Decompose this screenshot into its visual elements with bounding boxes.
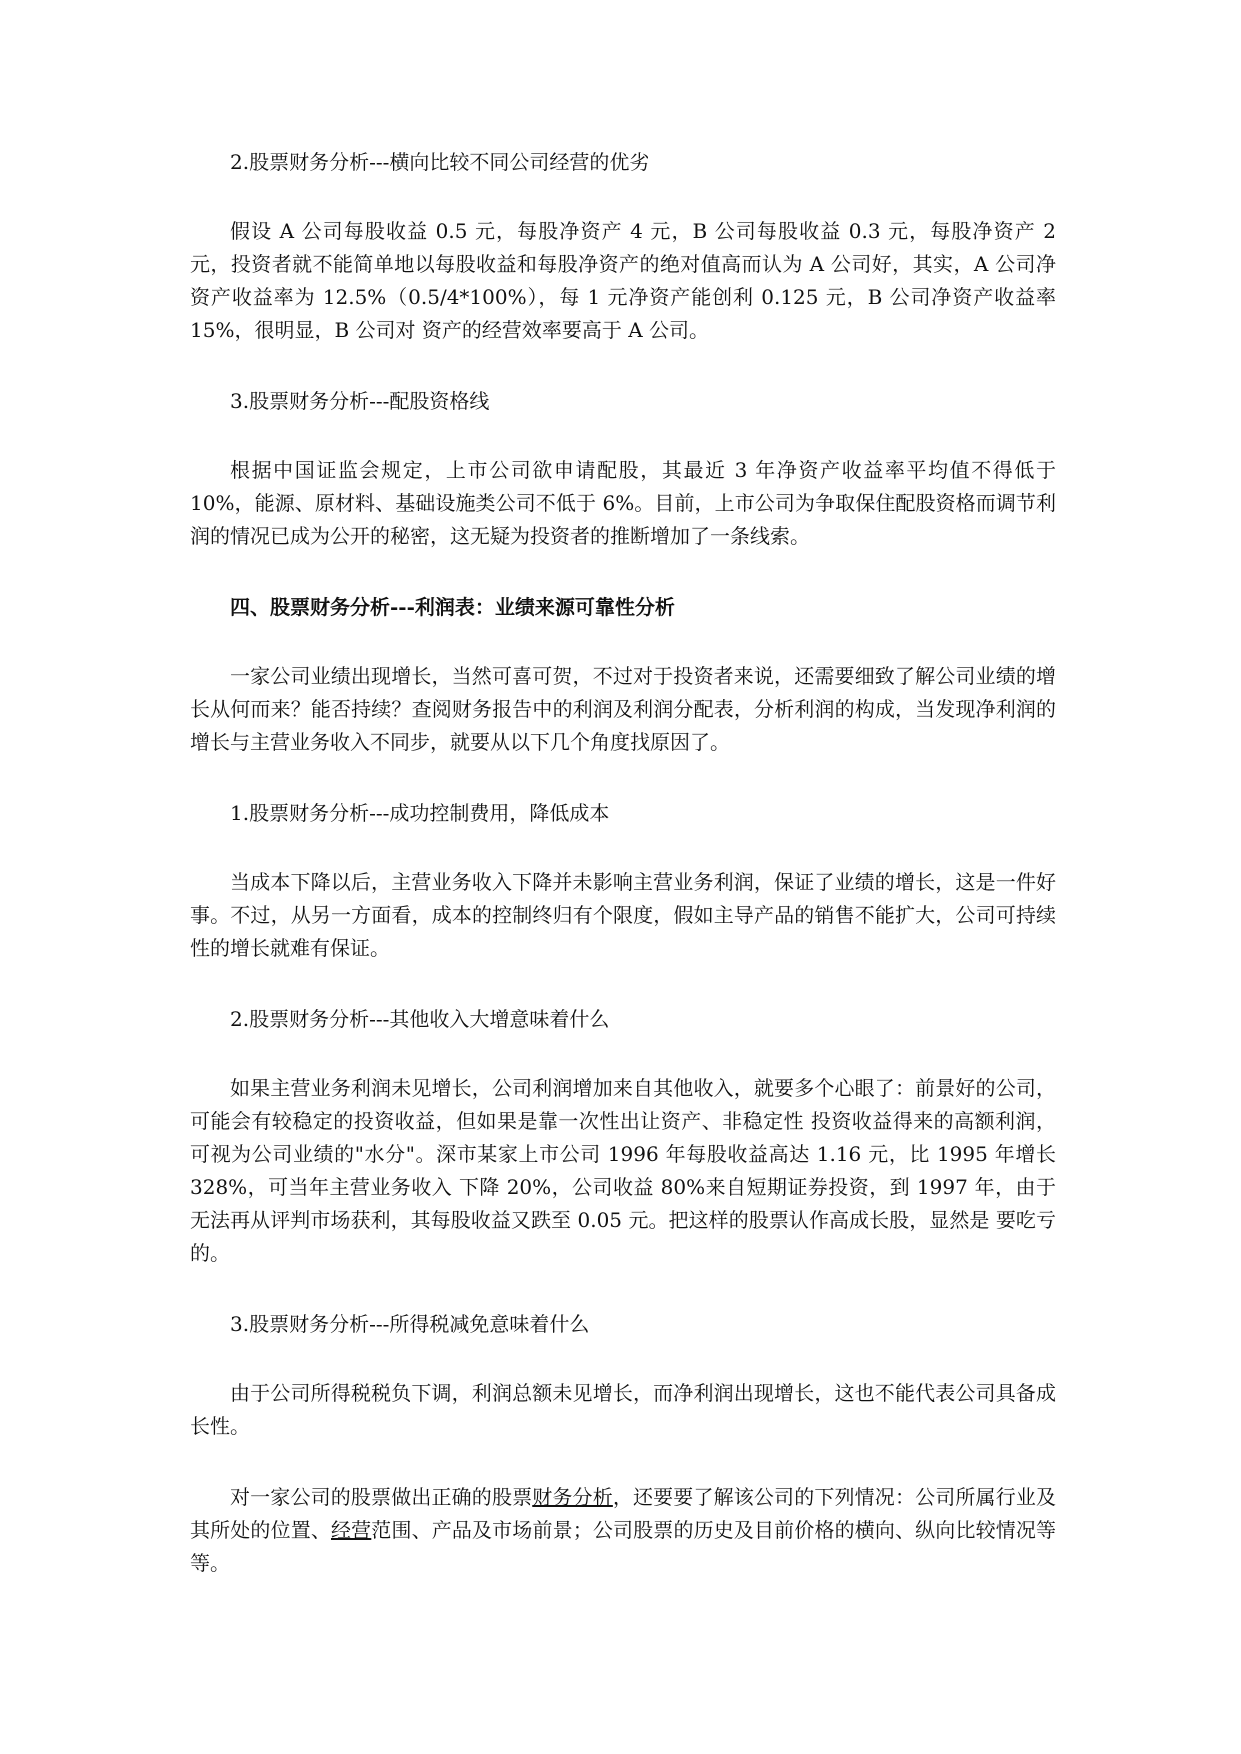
paragraph-4-1: 当成本下降以后，主营业务收入下降并未影响主营业务利润，保证了业绩的增长，这是一件好事。不过，从另一方面看，成本的控制终归有个限度，假如主导产品的销售不能扩大，公司可持续性的增长就难有保证。 (190, 870, 1056, 960)
subheading-4-3: 3.股票财务分析---所得税减免意味着什么 (230, 1312, 590, 1336)
link-operations[interactable]: 经营 (331, 1518, 372, 1542)
subheading-2: 2.股票财务分析---横向比较不同公司经营的优劣 (230, 150, 650, 174)
final-text-3: 范围、产品及市场前景；公司股票的历史及目前价格的横向、纵向比较情况等等。 (190, 1518, 1057, 1575)
paragraph-final (190, 1481, 1056, 1580)
paragraph-four: 一家公司业绩出现增长，当然可喜可贺，不过对于投资者来说，还需要细致了解公司业绩的增长从何而来？能否持续？查阅财务报告中的利润及利润分配表，分析利润的构成，当发现净利润的增长与主营业务收入不同步，就要从以下几个角度找原因了。 (190, 664, 1056, 754)
link-financial-analysis[interactable]: 财务分析 (532, 1485, 613, 1509)
section-heading-four: 四、股票财务分析---利润表：业绩来源可靠性分析 (230, 595, 675, 619)
document-page (190, 146, 1056, 1618)
final-text-2: ，还要要了解该公司的下列情况：公司所属行业及其所处的位置、 (190, 1485, 1057, 1542)
subheading-3: 3.股票财务分析---配股资格线 (230, 389, 490, 413)
paragraph-4-3: 由于公司所得税税负下调，利润总额未见增长，而净利润出现增长，这也不能代表公司具备成长性。 (190, 1381, 1056, 1438)
final-text-1: 对一家公司的股票做出正确的股票 (230, 1485, 533, 1509)
paragraph-4-2: 如果主营业务利润未见增长，公司利润增加来自其他收入，就要多个心眼了：前景好的公司，可能会有较稳定的投资收益，但如果是靠一次性出让资产、非稳定性 投资收益得来的高额利润，可视为公司业绩的"水分"。深市某家上市公司 1996 年每股收益高达 1.16 元，比 1995 年增长 328%，可当年主营业务收入 下降 20%，公司收益 80%来自短期证券投资，到 1997 年，由于无法再从评判市场获利，其每股收益又跌至 0.05 元。把这样的股票认作高成长股，显然是 要吃亏的。 (190, 1076, 1056, 1265)
paragraph-2: 假设 A 公司每股收益 0.5 元，每股净资产 4 元，B 公司每股收益 0.3 元，每股净资产 2 元，投资者就不能简单地以每股收益和每股净资产的绝对值高而认为 A 公司好，其实，A 公司净资产收益率为 12.5%（0.5/4*100%），每 1 元净资产能创利 0.125 元，B 公司净资产收益率 15%，很明显，B 公司对 资产的经营效率要高于 A 公司。 (190, 219, 1056, 342)
subheading-4-2: 2.股票财务分析---其他收入大增意味着什么 (230, 1007, 610, 1031)
paragraph-3: 根据中国证监会规定，上市公司欲申请配股，其最近 3 年净资产收益率平均值不得低于 10%，能源、原材料、基础设施类公司不低于 6%。目前，上市公司为争取保住配股资格而调节利润的情况已成为公开的秘密，这无疑为投资者的推断增加了一条线索。 (190, 458, 1056, 548)
subheading-4-1: 1.股票财务分析---成功控制费用，降低成本 (230, 801, 610, 825)
